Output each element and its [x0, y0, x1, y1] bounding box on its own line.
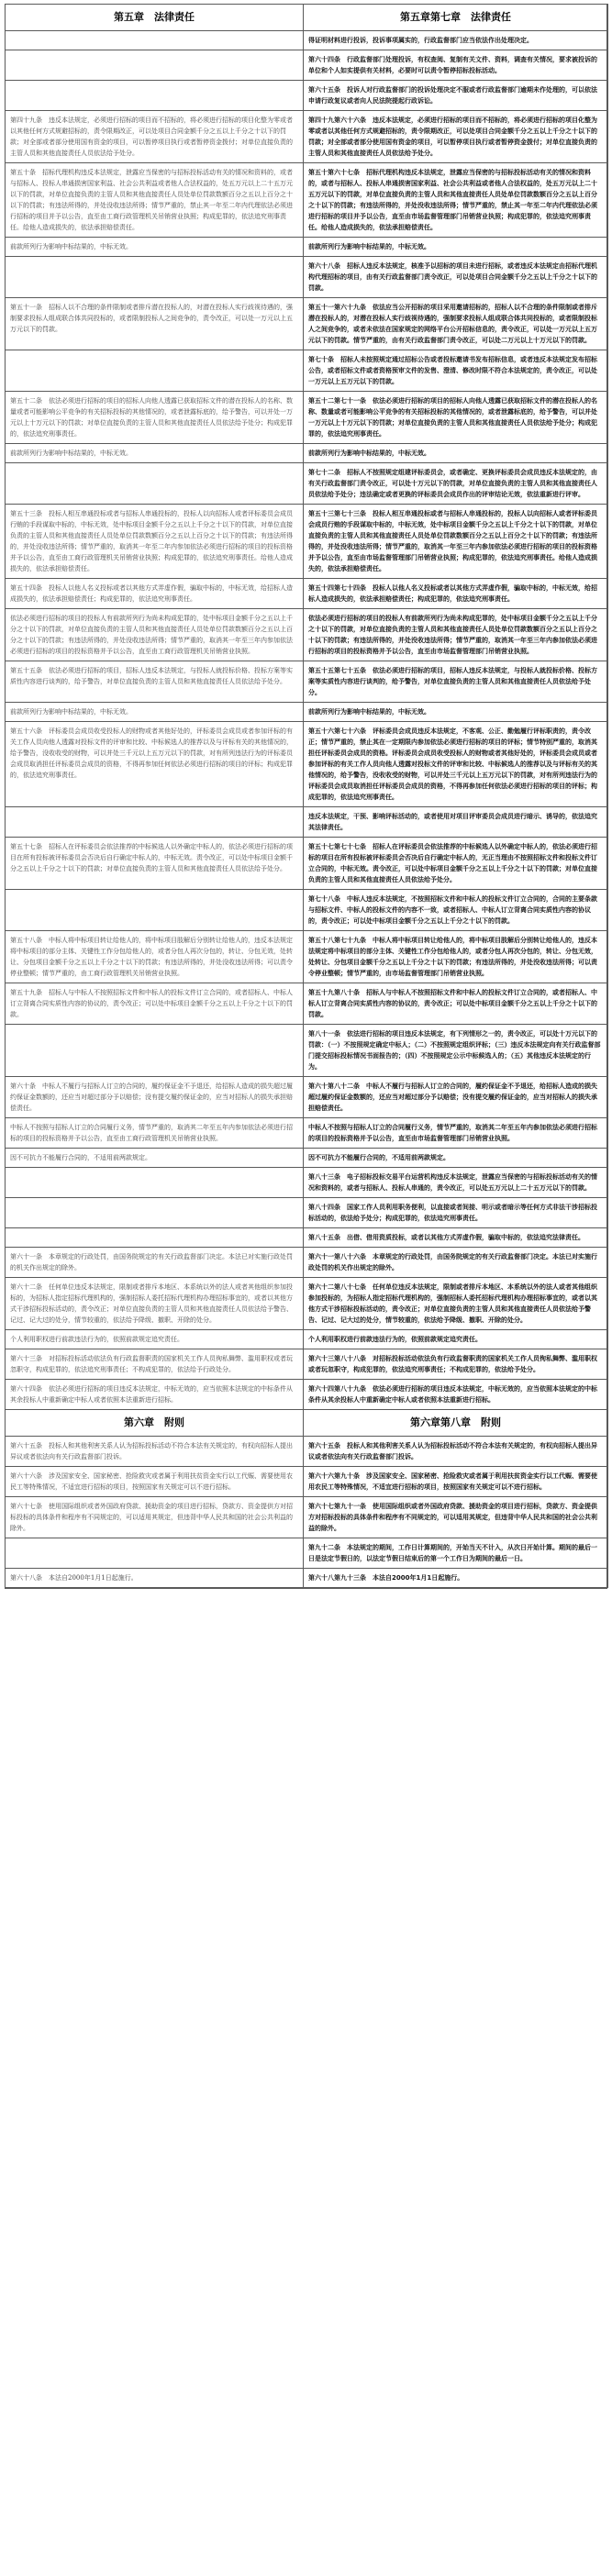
revised-article: 第六十三第八十八条 对招标投标活动依法负有行政监督职责的国家机关工作人员徇私舞弊、滥用职权或者玩忽职守，构成犯罪的，依法追究刑事责任；不构成犯罪的，依法给予处分。 — [303, 1349, 608, 1380]
revised-article: 第五十九第八十条 招标人与中标人不按照招标文件和中标人的投标文件订立合同的，或者招标人、中标人订立背离合同实质性内容的协议的，责令改正；可以处中标项目金额千分之五以上千分之十以下的罚款。 — [303, 983, 608, 1025]
original-article — [5, 806, 304, 838]
revised-article: 第五十二第七十一条 依法必须进行招标的项目的招标人向他人透露已获取招标文件的潜在投标人的名称、数量或者可能影响公平竞争的有关招标投标的其他情况的，或者泄露标底的，给予警告，可以并处一万元以上十万元以下的罚款；对单位直接负责的主管人员和其他直接责任人员依法给予处分；构成犯罪的，依法追究刑事责任。 — [303, 391, 608, 444]
original-article: 第五十三条 投标人相互串通投标或者与招标人串通投标的，投标人以向招标人或者评标委员会成员行贿的手段谋取中标的，中标无效，处中标项目金额千分之五以上千分之十以下的罚款，对单位直接负责的主管人员和其他直接责任人员处单位罚款数额百分之五以上百分之十以下的罚款；有违法所得的，并处没收违法所得；情节严重的，取消其一年至二年内参加依法必须进行招标的项目的投标资格并予以公告，直至由工商行政管理机关吊销营业执照；构成犯罪的，依法追究刑事责任。给他人造成损失的，依法承担赔偿责任。 — [5, 504, 304, 579]
revised-article: 第六十八条 招标人违反本法规定，核准予以招标的项目未进行招标，或者违反本法规定由招标代理机构代理招标的项目，由有关行政监督部门责令改正，可以处项目合同金额千分之五以上千分之十以下的罚款。 — [303, 256, 608, 298]
revised-article: 第五十三第七十三条 投标人相互串通投标或者与招标人串通投标的，投标人以向招标人或者评标委员会成员行贿的手段谋取中标的，中标无效，处中标项目金额千分之五以上千分之十以下的罚款，对单位直接负责的主管人员和其他直接责任人员处单位罚款数额百分之五以上百分之十以下的罚款；有违法所得的，并处没收违法所得；情节严重的，取消其一年至三年内参加依法必须进行招标的项目的投标资格并予以公告，直至由市场监督管理部门吊销营业执照；构成犯罪的，依法追究刑事责任。给他人造成损失的，依法承担赔偿责任。 — [303, 504, 608, 579]
original-article: 第六十三条 对招标投标活动依法负有行政监督职责的国家机关工作人员徇私舞弊、滥用职权或者玩忽职守，构成犯罪的，依法追究刑事责任；不构成犯罪的，依法给予行政处分。 — [5, 1349, 304, 1380]
revised-article: 第六十四条 行政监督部门处理投诉，有权查阅、复制有关文件、资料，调查有关情况，要求被投诉的单位和个人如实提供有关材料，必要时可以责令暂停招标投标活动。 — [303, 50, 608, 81]
revised-article: 第六十五条 投诉人对行政监督部门的投诉处理决定不服或者行政监督部门逾期未作处理的，可以依法申请行政复议或者向人民法院提起行政诉讼。 — [303, 80, 608, 111]
original-article: 因不可抗力不能履行合同的，不适用前两款规定。 — [5, 1148, 304, 1168]
original-article: 依法必须进行招标的项目的投标人有前款所列行为尚未构成犯罪的，处中标项目金额千分之五以上千分之十以下的罚款，对单位直接负责的主管人员和其他直接责任人员处单位罚款数额百分之五以上百分之十以下的罚款；有违法所得的，并处没收违法所得；情节严重的，取消其一年至三年内参加依法必须进行招标的项目的投标资格并予以公告，直至由工商行政管理机关吊销营业执照。 — [5, 608, 304, 661]
revised-article: 个人利用职权进行前款违法行为的，依照前款规定追究责任。 — [303, 1329, 608, 1349]
chapter-heading-right: 第五章第七章 法律责任 — [303, 4, 608, 31]
original-article: 第六十四条 依法必须进行招标的项目违反本法规定，中标无效的，应当依照本法规定的中标条件从其余投标人中重新确定中标人或者依照本法重新进行招标。 — [5, 1379, 304, 1410]
original-article: 第五十六条 评标委员会成员收受投标人的财物或者其他好处的，评标委员会成员或者参加评标的有关工作人员向他人透露对投标文件的评审和比较、中标候选人的推荐以及与评标有关的其他情况的，给予警告，没收收受的财物，可以并处三千元以上五万元以下的罚款，对有所列违法行为的评标委员会成员取消担任评标委员会成员的资格，不得再参加任何依法必须进行招标的项目的评标；构成犯罪的，依法追究刑事责任。 — [5, 721, 304, 807]
original-article — [5, 1024, 304, 1077]
revised-article: 第六十八第九十三条 本法自2000年1月1日起施行。 — [303, 1568, 608, 1588]
revised-article: 第五十七第七十七条 招标人在评标委员会依法推荐的中标候选人以外确定中标人的，依法必须进行招标的项目在所有投标被评标委员会否决后自行确定中标人的，无正当理由不按照招标文件和投标文件订立合同的，中标无效。责令改正，可以处中标项目金额千分之五以上千分之十以下的罚款；对单位直接负责的主管人员和其他直接责任人员依法给予处分。 — [303, 837, 608, 890]
revised-article: 第五十四第七十四条 投标人以他人名义投标或者以其他方式弄虚作假，骗取中标的，中标无效，给招标人造成损失的，依法承担赔偿责任；构成犯罪的，依法追究刑事责任。 — [303, 578, 608, 609]
original-article: 第五十九条 招标人与中标人不按照招标文件和中标人的投标文件订立合同的，或者招标人、中标人订立背离合同实质性内容的协议的，责令改正；可以处中标项目金额千分之五以上千分之十以下的罚款。 — [5, 983, 304, 1025]
original-article: 第六十六条 涉及国家安全、国家秘密、抢险救灾或者属于利用扶贫资金实行以工代赈、需要使用农民工等特殊情况，不适宜进行招标的项目，按照国家有关规定可以不进行招标。 — [5, 1466, 304, 1497]
revised-article: 得证明材料进行投诉，投诉事项属实的，行政监督部门应当依法作出处理决定。 — [303, 30, 608, 50]
original-article: 第六十条 中标人不履行与招标人订立的合同的，履约保证金不予退还，给招标人造成的损失超过履约保证金数额的，还应当对超过部分予以赔偿；没有提交履约保证金的，应当对招标人的损失承担赔偿责任。 — [5, 1076, 304, 1118]
revised-article: 第八十三条 电子招标投标交易平台运营机构违反本法规定，泄露应当保密的与招标投标活动有关的情况和资料的，或者与招标人、投标人串通的，责令改正，可以处五万元以上二十五万元以下的罚款。 — [303, 1167, 608, 1198]
original-article: 第五十一条 招标人以不合理的条件限制或者排斥潜在投标人的，对潜在投标人实行歧视待遇的，强制要求投标人组成联合体共同投标的，或者限制投标人之间竞争的，责令改正，可以处一万元以上五万元以下的罚款。 — [5, 297, 304, 350]
revised-article: 第四十九第六十六条 违反本法规定，必须进行招标的项目而不招标的，将必须进行招标的项目化整为零或者以其他任何方式规避招标的，责令限期改正，可以处项目合同金额千分之五以上千分之十以下的罚款；对全部或者部分使用国有资金的项目，可以暂停项目执行或者暂停资金拨付；对单位直接负责的主管人员和其他直接责任人员依法给予处分。 — [303, 110, 608, 163]
revised-article: 违反本法规定，干预、影响评标活动的，或者使用对项目评审委员会成员进行暗示、诱导的，依法追究其法律责任。 — [303, 806, 608, 838]
original-article — [5, 1227, 304, 1248]
original-article: 第五十四条 投标人以他人名义投标或者以其他方式弄虚作假，骗取中标的，中标无效，给招标人造成损失的，依法承担赔偿责任；构成犯罪的，依法追究刑事责任。 — [5, 578, 304, 609]
revised-article: 第六十一第八十六条 本章规定的行政处罚，由国务院规定的有关行政监督部门决定。本法已对实施行政处罚的机关作出规定的除外。 — [303, 1247, 608, 1278]
revised-article: 第五十五第七十五条 依法必须进行招标的项目，招标人违反本法规定，与投标人就投标价格、投标方案等实质性内容进行谈判的，给予警告，对单位直接负责的主管人员和其他直接责任人员依法给予处分。 — [303, 661, 608, 703]
original-article: 中标人不按照与招标人订立的合同履行义务，情节严重的，取消其二年至五年内参加依法必须进行招标的项目的投标资格并予以公告，直至由工商行政管理机关吊销营业执照。 — [5, 1117, 304, 1149]
original-article: 个人利用职权进行前款违法行为的，依照前款规定追究责任。 — [5, 1329, 304, 1349]
original-article — [5, 1197, 304, 1228]
original-article — [5, 30, 304, 50]
revised-article: 前款所列行为影响中标结果的，中标无效。 — [303, 443, 608, 463]
original-article: 第五十条 招标代理机构违反本法规定，泄露应当保密的与招标投标活动有关的情况和资料的，或者与招标人、投标人串通损害国家利益、社会公共利益或者他人合法权益的，处五万元以上二十五万元以下的罚款，对单位直接负责的主管人员和其他直接责任人员处单位罚款数额百分之五以上百分之十以下的罚款；有违法所得的，并处没收违法所得；情节严重的，禁止其一年至二年内代理依法必须进行招标的项目并予以公告，直至由工商行政管理机关吊销营业执照；构成犯罪的，依法追究刑事责任。给他人造成损失的，依法承担赔偿责任。 — [5, 162, 304, 238]
original-article: 第六十八条 本法自2000年1月1日起施行。 — [5, 1568, 304, 1588]
revised-article: 中标人不按照与招标人订立的合同履行义务，情节严重的，取消其二年至五年内参加依法必须进行招标的项目的投标资格并予以公告，直至由市场监督管理部门吊销营业执照。 — [303, 1117, 608, 1149]
revised-article: 第八十四条 国家工作人员利用职务便利，以直接或者间接、明示或者暗示等任何方式非法干涉招标投标活动的，依法给予处分；构成犯罪的，依法追究刑事责任。 — [303, 1197, 608, 1228]
revised-article: 第六十七第九十一条 使用国际组织或者外国政府贷款、援助资金的项目进行招标，贷款方、资金提供方对招标投标的具体条件和程序有不同规定的，可以适用其规定，但违背中华人民共和国的社会公共利益的除外。 — [303, 1496, 608, 1538]
revised-article: 因不可抗力不能履行合同的，不适用前两款规定。 — [303, 1148, 608, 1168]
revised-article: 第六十第八十二条 中标人不履行与招标人订立的合同的，履约保证金不予退还，给招标人造成的损失超过履约保证金数额的，还应当对超过部分予以赔偿；没有提交履约保证金的，应当对招标人的损失承担赔偿责任。 — [303, 1076, 608, 1118]
original-article — [5, 1167, 304, 1198]
revised-article: 第六十五条 投标人和其他利害关系人认为招标投标活动不符合本法有关规定的，有权向招标人提出异议或者依法向有关行政监督部门投诉。 — [303, 1436, 608, 1467]
original-article: 第五十二条 依法必须进行招标的项目的招标人向他人透露已获取招标文件的潜在投标人的名称、数量或者可能影响公平竞争的有关招标投标的其他情况的，或者泄露标底的，给予警告，可以并处一万元以上十万元以下的罚款；对单位直接负责的主管人员和其他直接责任人员依法给予处分；构成犯罪的，依法追究刑事责任。 — [5, 391, 304, 444]
revised-article: 第七十条 招标人未按照规定通过招标公告或者投标邀请书发布招标信息，或者违反本法规定发布招标公告，或者招标文件或者资格预审文件的发售、澄清、修改时限不符合本法规定的，责令改正，可以处一万元以上五万元以下的罚款。 — [303, 350, 608, 392]
revised-article: 第九十二条 本法规定的期间，工作日计算期间的，开始当天不计入，从次日开始计算。期间的最后一日是法定节假日的，以法定节假日结束后的第一个工作日为期间的最后一日。 — [303, 1538, 608, 1569]
revised-article: 第六十二第八十七条 任何单位违反本法规定，限制或者排斥本地区、本系统以外的法人或者其他组织参加投标的，为招标人指定招标代理机构的，强制招标人委托招标代理机构办理招标事宜的，或者以其他方式干涉招标投标活动的，责令改正；对单位直接负责的主管人员和其他直接责任人员依法给予警告、记过、记大过的处分，情节较重的，依法给予降级、撤职、开除的处分。 — [303, 1277, 608, 1330]
revised-article: 第五十八第七十九条 中标人将中标项目转让给他人的，将中标项目肢解后分别转让给他人的，违反本法规定将中标项目的部分主体、关键性工作分包给他人的，或者分包人再次分包的，转让、分包无效，处转让、分包项目金额千分之五以上千分之十以下的罚款；有违法所得的，并处没收违法所得；可以责令停业整顿；情节严重的，由市场监督管理部门吊销营业执照。 — [303, 930, 608, 983]
chapter-heading-left: 第六章 附则 — [5, 1409, 304, 1437]
original-article — [5, 80, 304, 111]
original-article: 前款所列行为影响中标结果的，中标无效。 — [5, 443, 304, 463]
original-article — [5, 1538, 304, 1569]
revised-article: 第七十八条 中标人违反本法规定，不按照招标文件和中标人的投标文件订立合同的，合同的主要条款与招标文件、中标人的投标文件的内容不一致，或者招标人、中标人订立背离合同实质性内容的协议的，责令改正；可以处中标项目金额千分之五以上千分之十以下的罚款。 — [303, 889, 608, 931]
original-article: 第五十八条 中标人将中标项目转让给他人的，将中标项目肢解后分别转让给他人的，违反本法规定将中标项目的部分主体、关键性工作分包给他人的，或者分包人再次分包的，转让、分包无效，处转让、分包项目金额千分之五以上千分之十以下的罚款；有违法所得的，并处没收违法所得；可以责令停业整顿；情节严重的，由工商行政管理机关吊销营业执照。 — [5, 930, 304, 983]
original-article: 第六十二条 任何单位违反本法规定，限制或者排斥本地区、本系统以外的法人或者其他组织参加投标的，为招标人指定招标代理机构的，强制招标人委托招标代理机构办理招标事宜的，或者以其他方式干涉招标投标活动的，责令改正；对单位直接负责的主管人员和其他直接责任人员依法给予警告、记过、记大过的处分，情节较重的，依法给予降级、撤职、开除的处分。 — [5, 1277, 304, 1330]
revised-article: 第五十一第六十九条 依法应当公开招标的项目采用邀请招标的，招标人以不合理的条件限制或者排斥潜在投标人的，对潜在投标人实行歧视待遇的，强制要求投标人组成联合体共同投标的，或者限制投标人之间竞争的，或者未依法在国家规定的网络平台公开招标信息的，责令改正，可以处一万元以上五万元以下的罚款。情节严重的，由有关行政监督部门责令改正，可以处二万元以上十万元以下的罚款。 — [303, 297, 608, 350]
revised-article: 第六十四第八十九条 依法必须进行招标的项目违反本法规定，中标无效的，应当依照本法规定的中标条件从其余投标人中重新确定中标人或者依照本法重新进行招标。 — [303, 1379, 608, 1410]
original-article: 第四十九条 违反本法规定，必须进行招标的项目而不招标的，将必须进行招标的项目化整为零或者以其他任何方式规避招标的，责令限期改正，可以处项目合同金额千分之五以上千分之十以下的罚款；对全部或者部分使用国有资金的项目，可以暂停项目执行或者暂停资金拨付；对单位直接负责的主管人员和其他直接责任人员依法给予处分。 — [5, 110, 304, 163]
revised-article: 第八十五条 出借、借用资质投标，或者以其他方式弄虚作假，骗取中标的，依法追究法律责任。 — [303, 1227, 608, 1248]
revised-article: 第六十六第九十条 涉及国家安全、国家秘密、抢险救灾或者属于利用扶贫资金实行以工代赈、需要使用农民工等特殊情况，不适宜进行招标的项目，按照国家有关规定可以不进行招标。 — [303, 1466, 608, 1497]
original-article: 第六十一条 本章规定的行政处罚，由国务院规定的有关行政监督部门决定。本法已对实施行政处罚的机关作出规定的除外。 — [5, 1247, 304, 1278]
original-article — [5, 462, 304, 505]
original-article — [5, 889, 304, 931]
original-article: 前款所列行为影响中标结果的，中标无效。 — [5, 702, 304, 722]
revised-article: 依法必须进行招标的项目的投标人有前款所列行为尚未构成犯罪的，处中标项目金额千分之五以上千分之十以下的罚款，对单位直接负责的主管人员和其他直接责任人员处单位罚款数额百分之五以上百分之十以下的罚款；有违法所得的，并处没收违法所得；情节严重的，取消其一年至三年内参加依法必须进行招标的项目的投标资格并予以公告，直至由市场监督管理部门吊销营业执照。 — [303, 608, 608, 661]
chapter-heading-right: 第六章第八章 附则 — [303, 1409, 608, 1437]
original-article: 第五十五条 依法必须进行招标的项目，招标人违反本法规定，与投标人就投标价格、投标方案等实质性内容进行谈判的，给予警告，对单位直接负责的主管人员和其他直接责任人员依法给予处分。 — [5, 661, 304, 703]
original-article — [5, 256, 304, 298]
original-article: 前款所列行为影响中标结果的，中标无效。 — [5, 237, 304, 257]
revised-article: 第八十一条 依法进行招标的项目违反本法规定，有下列情形之一的，责令改正，可以处十万元以下的罚款：（一）不按照规定确定中标人；（二）不按照规定组织评标；（三）违反本法规定向有关行政监督部门提交招标投标情况书面报告的；（四）不按照规定公示中标候选人的；（五）其他违反本法规定的行为。 — [303, 1024, 608, 1077]
original-article — [5, 350, 304, 392]
chapter-heading-left: 第五章 法律责任 — [5, 4, 304, 31]
revised-article: 第七十二条 招标人不按照规定组建评标委员会，或者确定、更换评标委员会成员违反本法规定的，由有关行政监督部门责令改正，可以处十万元以下的罚款，对单位直接负责的主管人员和其他直接责任人员依法给予处分；违法确定或者更换的评标委员会成员作出的评审结论无效，依法重新进行评审。 — [303, 462, 608, 505]
revised-article: 第五十六第七十六条 评标委员会成员违反本法规定，不客观、公正、勤勉履行评标职责的，责令改正；情节严重的，禁止其在一定期限内参加依法必须进行招标的项目的评标；情节特别严重的，取消其担任评标委员会成员的资格。评标委员会成员收受投标人的财物或者其他好处的，评标委员会成员或者参加评标的有关工作人员向他人透露对投标文件的评审和比较、中标候选人的推荐以及与评标有关的其他情况的，给予警告，没收收受的财物，可以并处三千元以上五万元以下的罚款，对有所列违法行为的评标委员会成员取消担任评标委员会成员的资格，不得再参加任何依法必须进行招标的项目的评标；构成犯罪的，依法追究刑事责任。 — [303, 721, 608, 807]
original-article: 第六十五条 投标人和其他利害关系人认为招标投标活动不符合本法有关规定的，有权向招标人提出异议或者依法向有关行政监督部门投诉。 — [5, 1436, 304, 1467]
revised-article: 前款所列行为影响中标结果的，中标无效。 — [303, 702, 608, 722]
original-article: 第六十七条 使用国际组织或者外国政府贷款、援助资金的项目进行招标，贷款方、资金提供方对招标投标的具体条件和程序有不同规定的，可以适用其规定，但违背中华人民共和国的社会公共利益的除外。 — [5, 1496, 304, 1538]
original-article: 第五十七条 招标人在评标委员会依法推荐的中标候选人以外确定中标人的，依法必须进行招标的项目在所有投标被评标委员会否决后自行确定中标人的，中标无效。责令改正，可以处中标项目金额千分之五以上千分之十以下的罚款；对单位直接负责的主管人员和其他直接责任人员依法给予处分。 — [5, 837, 304, 890]
original-article — [5, 50, 304, 81]
revised-article: 第五十第六十七条 招标代理机构违反本法规定，泄露应当保密的与招标投标活动有关的情况和资料的，或者与招标人、投标人串通损害国家利益、社会公共利益或者他人合法权益的，处五万元以上二十五万元以下的罚款，对单位直接负责的主管人员和其他直接责任人员处单位罚款数额百分之五以上百分之十以下的罚款；有违法所得的，并处没收违法所得；情节严重的，禁止其一年至二年内代理依法必须进行招标的项目并予以公告，直至由市场监督管理部门吊销营业执照；构成犯罪的，依法追究刑事责任。给他人造成损失的，依法承担赔偿责任。 — [303, 162, 608, 238]
revised-article: 前款所列行为影响中标结果的，中标无效。 — [303, 237, 608, 257]
comparison-table — [5, 4, 607, 1589]
